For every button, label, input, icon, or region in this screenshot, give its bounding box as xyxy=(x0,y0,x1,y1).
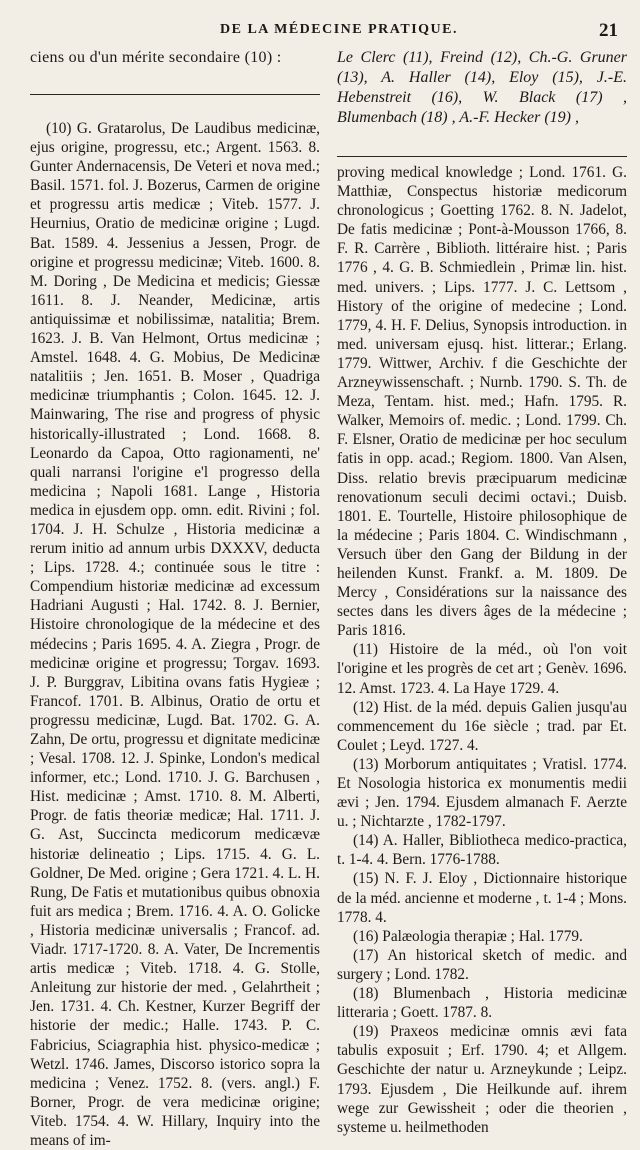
footnote-18: (18) Blumenbach , Historia medicinæ litteraria ; Goett. 1787. 8. xyxy=(337,985,627,1022)
footnote-12: (12) Hist. de la méd. depuis Galien jusqu'au commencement du 16e siècle ; trad. par Et. Coulet ; Leyd. 1727. 4. xyxy=(337,698,627,754)
right-body-text: Le Clerc (11), Freind (12), Ch.-G. Gruner (13), A. Haller (14), Eloy (15), J.-E. Hebenstreit (16), W. Black (17) , Blumenbach (18) , A.-F. Hecker (19) , xyxy=(337,49,627,126)
footnote-15: (15) N. F. J. Eloy , Dictionnaire historique de la méd. ancienne et moderne , t. 1-4 ; Mons. 1778. 4. xyxy=(337,870,627,926)
left-body-text: ciens ou d'un mérite secondaire (10) : xyxy=(30,49,282,66)
footnote-14: (14) A. Haller, Bibliotheca medico-practica, t. 1-4. 4. Bern. 1776-1788. xyxy=(337,832,627,869)
running-title: DE LA MÉDECINE PRATIQUE. xyxy=(220,22,458,37)
footnote-16: (16) Palæologia therapiæ ; Hal. 1779. xyxy=(353,927,583,945)
right-column xyxy=(337,48,627,1137)
footnote-11: (11) Histoire de la méd., où l'on voit l'origine et les progrès de cet art ; Genèv. 1696. 12. Amst. 1723. 4. La Haye 1729. 4. xyxy=(337,641,627,697)
footnote-19: (19) Praxeos medicinæ omnis ævi fata tabulis exposuit ; Erf. 1790. 4; et Allgem. Geschichte der natur u. Arzneykunde ; Leipz. 1793. Ejusdem , Die Heilkunde auf. ihrem wege zur Gewissheit ; oder die theorien , systeme u. heilmethoden xyxy=(337,1023,627,1136)
footnote-17: (17) An historical sketch of medic. and surgery ; Lond. 1782. xyxy=(337,946,627,983)
page-number: 21 xyxy=(599,20,618,41)
footnote-13: (13) Morborum antiquitates ; Vratisl. 1774. Et Nosologia historica ex monumentis medii ævi ; Jen. 1794. Ejusdem almanach F. Aerzte u. ; Nichtarzte , 1782-1797. xyxy=(337,755,627,831)
footnote-10-continued: proving medical knowledge ; Lond. 1761. G. Matthiæ, Conspectus historiæ medicorum chronologicus ; Goetting 1762. 8. N. Jadelot, De fatis medicinæ ; Pont-à-Mousson 1766, 8. F. R. Carrère , Biblioth. littéraire hist. ; Paris 1776 , 4. G. B. Schmiedlein , Primæ lin. hist. med. univers. ; Lips. 1777. J. C. Lettsom , History of the origine of medecine ; Lond. 1779, 4. H. F. Delius, Synopsis introduction. in med. universam ejusq. hist. litterar.; Erlang. 1779. Wittwer, Archiv. f die Geschichte der Arzneywissenschaft. ; Nurnb. 1790. S. Th. de Meza, Tentam. hist. med.; Hafn. 1795. R. Walker, Memoirs of. medic. ; Lond. 1799. Ch. F. Elsner, Oratio de medicinæ per hoc seculum fatis in opp. acad.; Regiom. 1800. Van Alsen, Diss. relatio brevis præcipuarum medicinæ renovationum seculi decimi octavi.; Duisb. 1801. E. Tourtelle, Histoire philosophique de la médecine ; Paris 1804. C. Windischmann , Versuch über den Gang der Bildung in der heilenden Kunst. Frankf. a. M. 1809. De Mercy , Considérations sur la naissance des sectes dans les divers âges de la médecine ; Paris 1816. xyxy=(337,164,627,640)
footnote-10: (10) G. Gratarolus, De Laudibus medicinæ, ejus origine, progressu, etc.; Argent. 1563. 8. Gunter Andernacensis, De Veteri et nova med.; Basil. 1571. fol. J. Bozerus, Carmen de origine et progressu artis medicæ ; Viteb. 1577. J. Heurnius, Oratio de medicinæ origine ; Lugd. Bat. 1589. 4. Jessenius a Jessen, Progr. de origine et progressu medicinæ; Viteb. 1600. 8. M. Doring , De Medicina et medicis; Giessæ 1611. 8. J. Neander, Medicinæ, artis antiquissimæ et nobilissimæ, natalitia; Brem. 1623. J. B. Van Helmont, Ortus medicinæ ; Amstel. 1648. 4. G. Mobius, De Medicinæ natalitiis ; Jen. 1651. B. Moser , Quadriga medicinæ triumphantis ; Colon. 1645. 12. J. Mainwaring, The rise and progress of physic historically-illustrated ; Lond. 1668. 8. Leonardo da Capoa, Otto ragionamenti, ne' quali narransi l'origine e'l progresso della medicina ; Napoli 1681. Lange , Historia medica in ejusdem opp. omn. edit. Rivini ; fol. 1704. J. H. Schulze , Historia medicinæ a rerum initio ad annum urbis DXXXV, deducta ; Lips. 1728. 4.; continuée sous le titre : Compendium historiæ medicinæ ad excessum Hadriani Augusti ; Hal. 1742. 8. J. Bernier, Histoire chronologique de la médecine et des médecins ; Paris 1695. 4. A. Ziegra , Progr. de medicinæ origine et progressu; Torgav. 1693. J. P. Burggrav, Libitina ovans fatis Hygieæ ; Francof. 1701. B. Albinus, Oratio de ortu et progressu medicinæ, Lugd. Bat. 1702. G. A. Zahn, De ortu, progressu et dignitate medicinæ ; Vesal. 1708. 12. J. Spinke, London's medical informer, etc.; Lond. 1710. J. G. Barchusen , Hist. medicinæ ; Amst. 1710. 8. M. Alberti, Progr. de fatis theoriæ medicæ; Hal. 1711. J. G. Ast, Succincta medicorum medicævæ historiæ delineatio ; Lips. 1715. 4. G. L. Goldner, De Med. origine ; Gera 1721. 4. L. H. Rung, De Fatis et mutationibus quibus obnoxia fuit ars medica ; Brem. 1716. 4. A. O. Golicke , Historia medicinæ universalis ; Francof. ad. Viadr. 1717-1720. 8. A. Vater, De Incrementis artis medicæ ; Viteb. 1718. 4. G. Stolle, Anleitung zur historie der med. , Gelahrtheit ; Jen. 1731. 4. Ch. Kestner, Kurzer Begriff der historie der medic.; Halle. 1743. P. C. Fabricius, Sciagraphia hist. physico-medicæ ; Wetzl. 1746. James, Discorso istorico sopra la medicina ; Venez. 1752. 8. (vers. angl.) F. Borner, Progr. de vera medicinæ origine; Viteb. 1754. 4. W. Hillary, Inquiry into the means of im- xyxy=(30,120,320,1149)
page-header xyxy=(0,20,640,44)
left-column xyxy=(30,48,320,1150)
